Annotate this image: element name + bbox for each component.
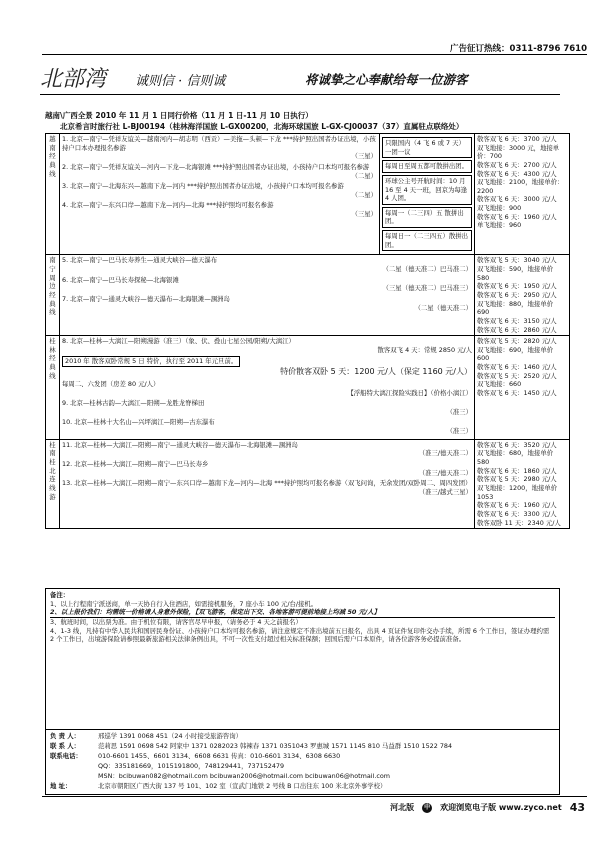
section-label: 桂南桂北连线游 xyxy=(46,439,60,528)
route-cell xyxy=(60,255,475,336)
brand-logo: 北部湾 xyxy=(40,67,107,92)
price-line: 双飞地接：1200，地接单价 1053 xyxy=(477,483,558,501)
section-label: 桂林经典线 xyxy=(46,336,60,440)
section-nanning xyxy=(46,255,570,336)
section-label: 南宁周边经典线 xyxy=(46,255,60,336)
price-cell xyxy=(475,336,570,440)
note-item: 3、航班时间，以出票为准。由于机位有限，请客官尽早申报，（请务必于 4 天之前报名） xyxy=(50,617,302,626)
route-item: 3. 北京—南宁—北海东兴—越南下龙—河内 ***持护照出国者办证出境，小孩持户口本均可报名参游 （二星） xyxy=(62,182,377,199)
price-line: 双飞地接：690，地接单价 600 xyxy=(477,345,554,363)
price-line: 敬客双卧 11 天：2340 元/人 xyxy=(477,518,561,527)
schedule-note: 环球公主号开航时间：10 月 16 至 4 天一班，回京为每逢 4 人团。 xyxy=(382,175,472,205)
header-divider xyxy=(40,94,560,95)
route-item: 1. 北京—南宁—凭祥友谊关—越南河内—胡志明（西贡）—美拖—头顿—下龙 ***持护照出国者办证出境，小孩持户口本办理报名参游 （三星） xyxy=(62,135,377,161)
route-item: 5. 北京—南宁—巴马长寿养生—通灵大峡谷—德天瀑布 （二星（德天准二）巴马准二） xyxy=(62,256,472,274)
note-item: 4、1-3 线，凡持有中华人民共和国居民身份证、小孩持户口本均可报名参游，请注意规定不准出境前五日报名，出具 4 页证件复印件交办手续，所需 6 个工作日，签证办理约需 2 个工作日，出境游保险请参照最新旅游相关法律条例出具，不可一次性支付超过相关标准保额；回国后需户口本原件，请各位游客务必提前准备。 xyxy=(50,626,550,644)
footer-site: 欢迎浏览电子版 www.zyco.net xyxy=(440,803,562,812)
footer xyxy=(390,801,585,814)
section-connection xyxy=(46,439,570,528)
route-item: 每周二、六发团（房差 80 元/人） 【浮船特大漓江探险实践日】（价格小漓江） xyxy=(62,379,472,397)
price-line: 敬客双飞 6 天：2860 元/人 xyxy=(477,325,557,334)
notes-box xyxy=(45,588,560,730)
route-item: 10. 北京—桂林十大名山—兴坪漓江—阳朔—古东瀑布 （准三） xyxy=(62,418,472,436)
price-line: 敬客双飞 6 天：1960 元/人 xyxy=(477,212,557,221)
note-item: 1、以上行程南宁派送商，单一天协自行入住酒店，如需接机服务，7 座小车 100 元/台/接机。 xyxy=(50,599,318,608)
price-line: 双飞地接：2100，地接单价：2200 xyxy=(477,178,564,195)
contact-row: QQ：335181669，1015191800，748129441，737152479 xyxy=(98,761,285,770)
note-item: 2、以上报价我们：均需统一价格请人身意外保险，【双飞游客，保定出下交、各地客游可提前地接上均减 50 元/人】 xyxy=(50,608,555,618)
agency-title: 北京希言时旅行社 L-BJ00194（桂林海洋国旅 L-GX00200，北海环球国旅 L-GX-CJ00037（37）直属驻点联络处） xyxy=(60,122,464,131)
price-line: 敬客双飞 5 天：3040 元/人 xyxy=(477,256,557,265)
price-line: 双飞地接：680，地接单价 580 xyxy=(477,449,554,467)
contact-row: 联系电话： 010-6601 1455、6601 3134、6608 6631 传真：010-6601 3134、6308 6630 xyxy=(50,751,341,760)
contact-row: 联 系 人： 范莉思 1591 0698 542 阿家中 1371 0282023 韩辣春 1371 0351043 罗惠城 1571 1145 810 马益群 1510 1522 784 xyxy=(50,741,453,750)
route-item: 12. 北京—桂林—大漓江—阳朔—南宁—巴马长寿乡 （准三/德天准二） xyxy=(62,460,472,477)
route-item: 2. 北京—南宁—凭祥友谊关—河内—下龙—北海银滩 ***持护照出国者办证出境，小孩持户口本均可报名参游 （二星） xyxy=(62,162,377,180)
price-table xyxy=(45,133,570,529)
section-vietnam xyxy=(46,134,570,255)
route-item: 7. 北京—南宁—通灵大峡谷—德天瀑布—北海银滩—涠洲岛 （二星（德天准二） xyxy=(62,294,472,312)
price-line: 双飞地接：880，地接单价 690 xyxy=(477,299,554,317)
route-cell xyxy=(60,134,380,255)
route-item: 4. 北京—南宁—东兴口岸—越南下龙—河内—北海 ***持护照均可报名参游 （三星） xyxy=(62,201,377,219)
price-line: 双飞地接：900 xyxy=(477,204,522,213)
route-item: 13. 北京—桂林—大漓江—阳朔—南宁—东兴口岸—越南下龙—河内—北海 ***持护照均可报名参游（双飞问询，无余发团/双卧周二、周四发团） （准三/越式三星） xyxy=(62,479,472,496)
price-line: 敬客双飞 6 天：3300 元/人 xyxy=(477,509,557,518)
route-cell xyxy=(60,336,475,440)
price-line: 敬客双飞 6 天：3700 元/人 xyxy=(477,135,557,143)
price-line: 敬客双飞 6 天：2700 元/人 xyxy=(477,160,557,169)
price-line: 双飞地接：3000 元，地接单价：700 xyxy=(477,143,560,161)
price-line: 敬客双飞 6 天：1950 元/人 xyxy=(477,282,557,291)
price-line: 敬客双飞 5 天：2520 元/人 xyxy=(477,371,557,380)
price-line: 敬客双飞 6 天：1960 元/人 xyxy=(477,501,557,510)
price-line: 敬客双飞 6 天：3000 元/人 xyxy=(477,195,557,204)
section-label: 越南经典线 xyxy=(46,134,60,255)
price-cell xyxy=(475,134,570,255)
price-line: 敬客双飞 5 天：2820 元/人 xyxy=(477,337,557,346)
section-guilin xyxy=(46,336,570,440)
price-line: 敬客双飞 5 天：2980 元/人 xyxy=(477,475,557,484)
route-item: 8. 北京—桂林—大漓江—阳朔漫游（准三）（象、伏、叠山七星公园/阳朔/大漓江） 散客双飞 4 天：常规 2850 元/人 xyxy=(62,337,472,354)
price-line: 敬客双飞 6 天：3150 元/人 xyxy=(477,316,557,325)
price-line: 敬客双飞 6 天：3520 元/人 xyxy=(477,440,557,449)
route-cell xyxy=(60,439,475,528)
brand-tagline: 诚则信 · 信则诚 xyxy=(135,74,226,89)
schedule-note: 只限国内（4 飞 6 或 7 天） 一团一议 xyxy=(382,137,472,158)
schedule-cell xyxy=(380,134,475,255)
price-line: 敬客双飞 6 天：1460 元/人 xyxy=(477,363,557,372)
contact-row: 地 址： 北京市朝阳区广西大街 137 号 101、102 室（宣武门地铁 2 号线 B 口出往东 100 米北京外事学校） xyxy=(50,781,387,790)
price-line: 敬客双飞 6 天：2950 元/人 xyxy=(477,290,557,299)
price-cell xyxy=(475,439,570,528)
route-item: 6. 北京—南宁—巴马长寿探秘—北海银滩 （三星（德天准二）巴马准三） xyxy=(62,275,472,293)
ad-hotline: 广告征订热线：0311-8796 7610 xyxy=(450,44,587,54)
top-divider xyxy=(42,54,587,55)
contact-row: MSN：bcibuwan082@hotmail.com bcibuwan2006@hotmail.com bcibuwan06@hotmail.com xyxy=(98,771,391,780)
contact-row: 负 责 人： 邢巡学 1391 0068 451（24 小时接受旅游咨询） xyxy=(50,732,243,740)
brand-header xyxy=(40,62,560,96)
price-line: 敬客双飞 6 天：1860 元/人 xyxy=(477,466,557,475)
footer-brand: 河北版 xyxy=(390,803,415,812)
price-line: 双飞地接：590，地接单价 580 xyxy=(477,265,554,282)
schedule-note: 每周日至周五都可散拼出团。 xyxy=(382,160,472,173)
schedule-note: 每周日一（二三四五）散拼出团。 xyxy=(382,230,472,251)
brand-slogan: 将诚挚之心奉献给每一位游客 xyxy=(305,72,468,87)
price-line: 单飞地接：960 xyxy=(477,221,522,230)
route-item: 2010 年 散客双卧常规 5 日 特价，执行至 2011 年元旦前。 特价散客双卧 5 天：1200 元/人（保定 1160 元/人） xyxy=(62,356,472,377)
page-number: 43 xyxy=(569,801,585,814)
schedule-note: 每周一（二三四）五 散拼出团。 xyxy=(382,207,472,228)
price-line: 双飞地接：660 xyxy=(477,380,522,389)
price-title: 越南\广西全景 2010 年 11 月 1 日同行价格（11 月 1 日-11 月 10 日执行） xyxy=(45,111,313,120)
price-line: 敬客双飞 6 天：1450 元/人 xyxy=(477,389,557,398)
footer-divider xyxy=(42,796,587,797)
notes-heading: 备注： xyxy=(50,591,70,599)
route-item: 11. 北京—桂林—大漓江—阳朔—南宁—通灵大峡谷—德天瀑布—北海银滩—涠洲岛 （准三/德天准二） xyxy=(62,440,472,458)
route-item: 9. 北京—桂林古韵—大漓江—阳朔—龙胜龙脊梯田 （准三） xyxy=(62,399,472,416)
price-line: 敬客双飞 6 天：4300 元/人 xyxy=(477,169,557,178)
contact-box xyxy=(45,730,560,795)
brand-logo-icon: 中 xyxy=(424,803,431,811)
price-cell xyxy=(475,255,570,336)
